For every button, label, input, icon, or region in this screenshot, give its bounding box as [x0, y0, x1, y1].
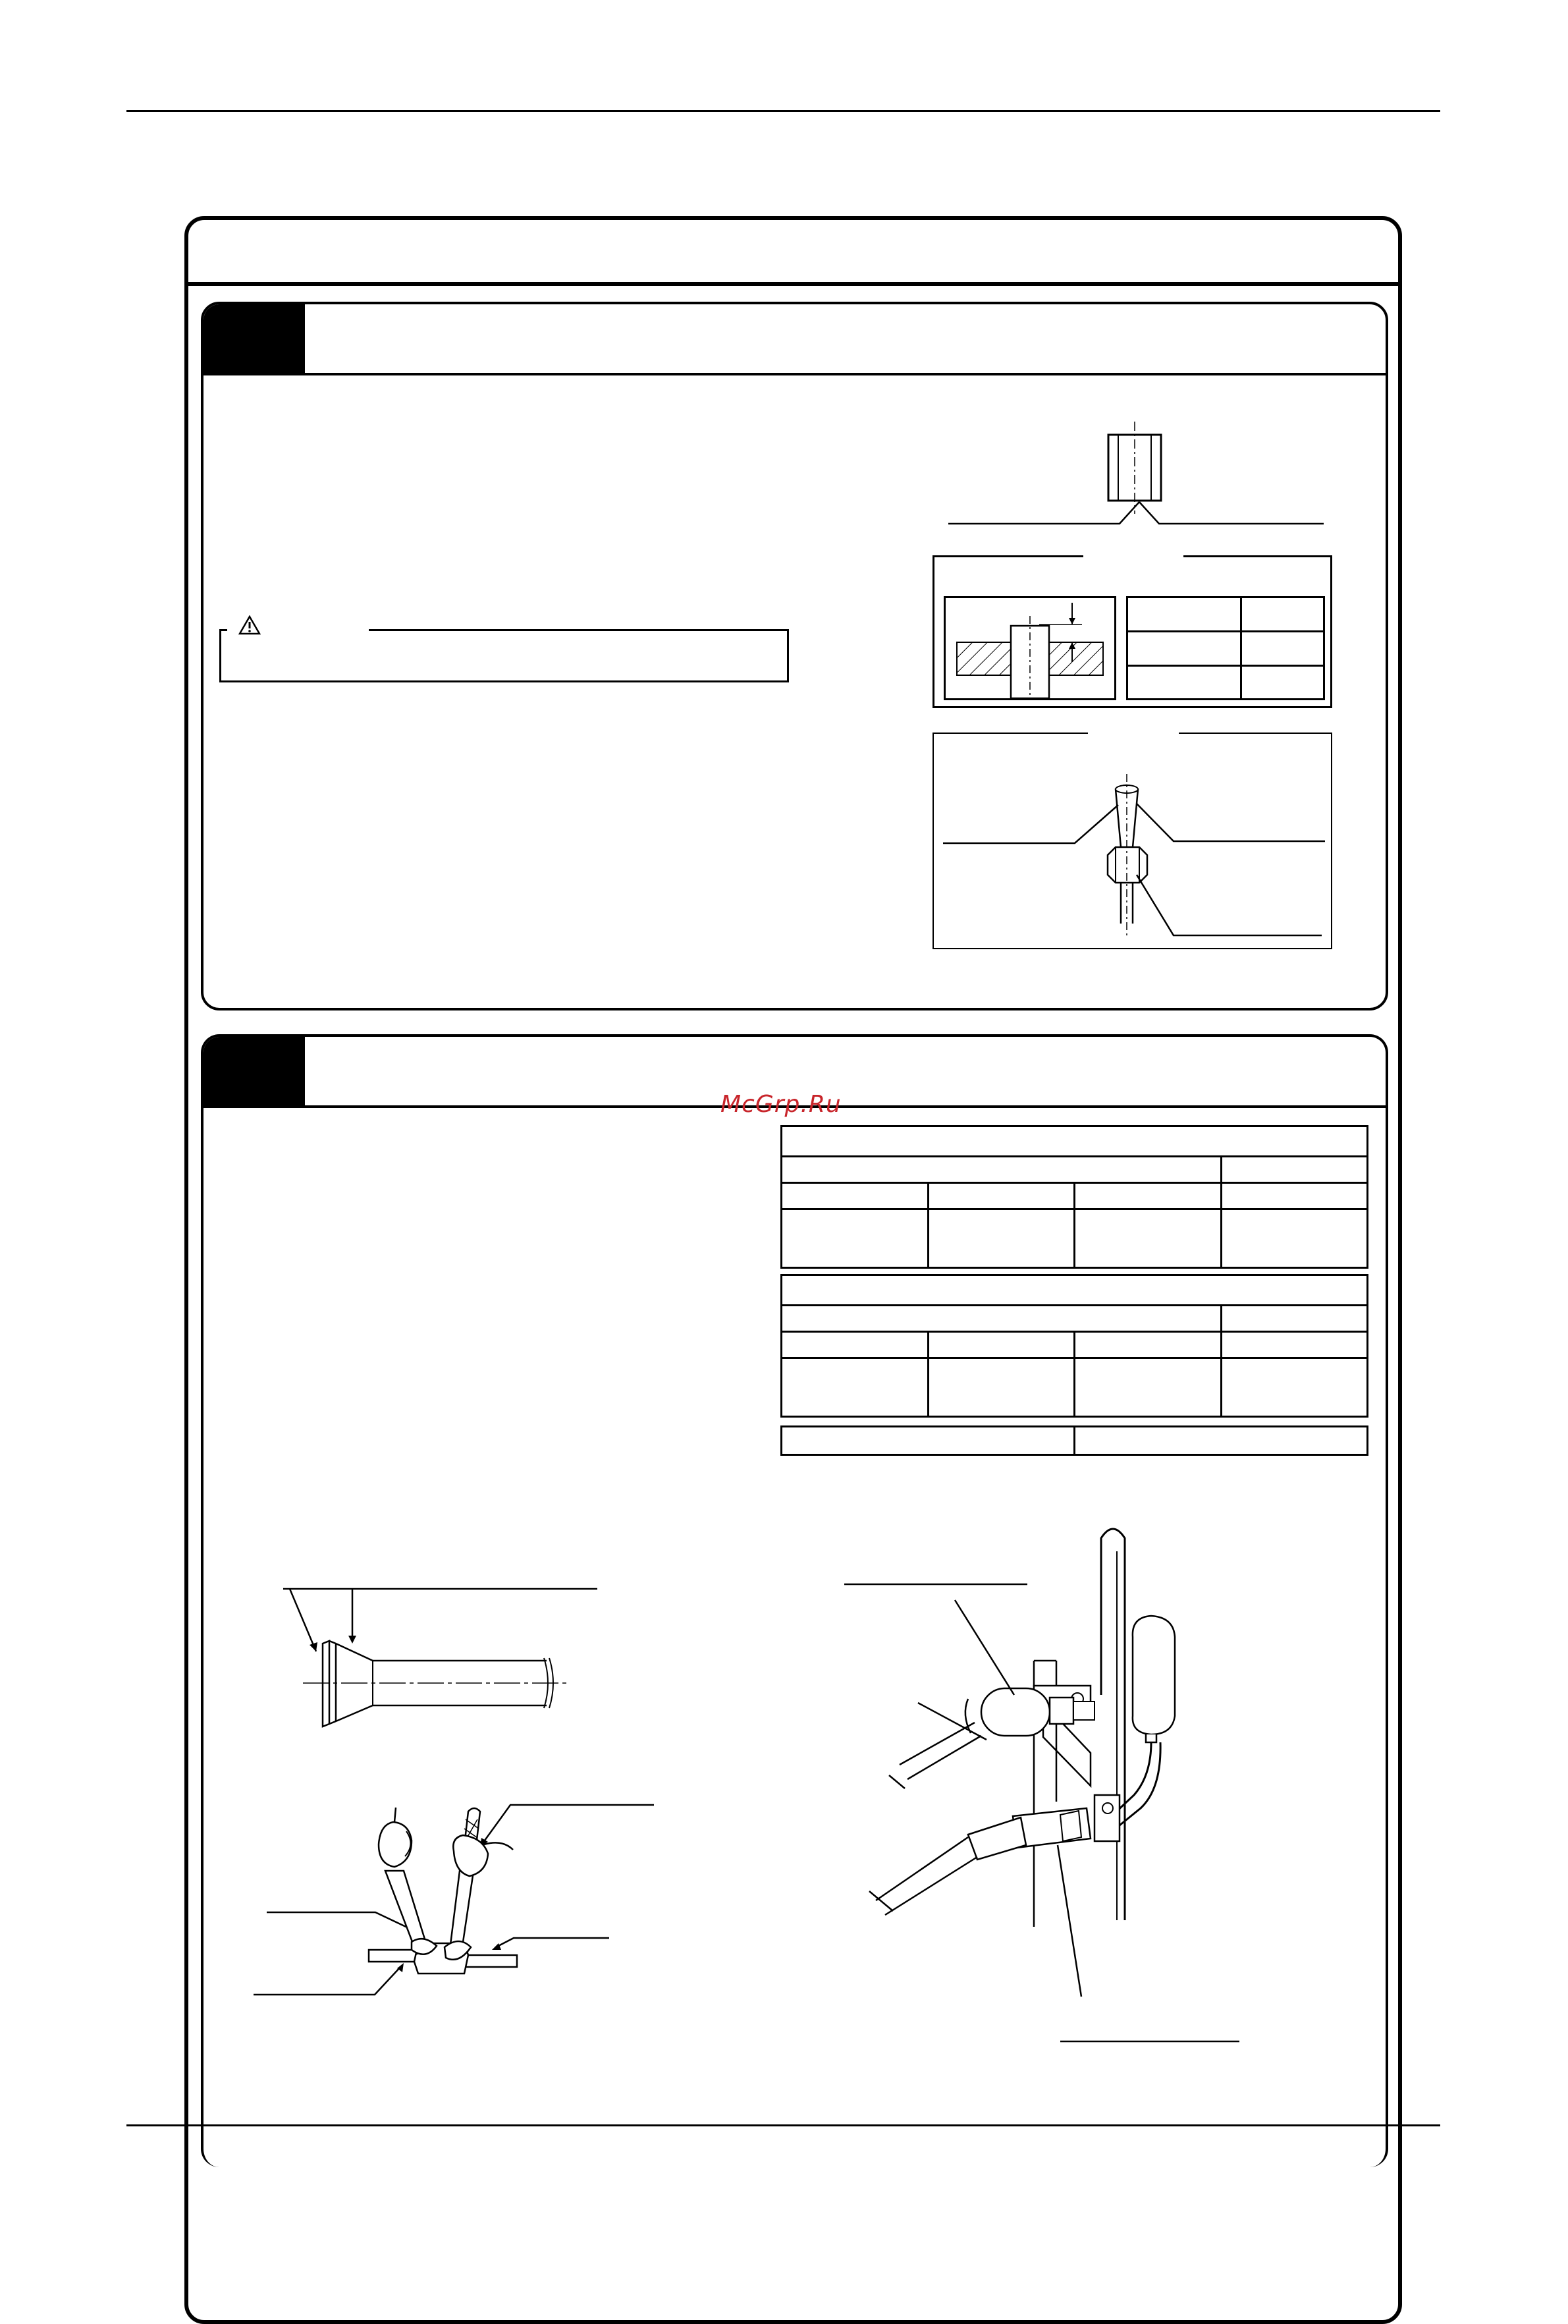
table-cell [1221, 1306, 1368, 1332]
section-1-header [203, 304, 1386, 375]
table-cell [782, 1358, 929, 1417]
table-cell [1221, 1157, 1368, 1183]
table-cell [1127, 666, 1241, 700]
table-cell [782, 1332, 929, 1358]
table-cell [1241, 597, 1324, 632]
table-cell [782, 1275, 1368, 1306]
table-cell [782, 1306, 1222, 1332]
valve-insulation-diagram [836, 1525, 1311, 2052]
table-cell [782, 1126, 1368, 1157]
section-1-number-tab [203, 304, 305, 374]
torque-table-3 [780, 1425, 1368, 1456]
table-cell [782, 1209, 929, 1268]
table-cell [1221, 1209, 1368, 1268]
table-cell [782, 1183, 929, 1209]
table-cell [928, 1183, 1075, 1209]
table-cell [1075, 1358, 1222, 1417]
table-cell [1127, 597, 1241, 632]
table-cell [1075, 1332, 1222, 1358]
two-wrench-tightening-diagram [254, 1798, 662, 1996]
warning-triangle-icon [238, 615, 261, 635]
flare-nut-diagram [935, 738, 1330, 945]
table-cell [928, 1209, 1075, 1268]
outer-frame-header-divider [184, 282, 1402, 286]
table-cell [1075, 1209, 1222, 1268]
table-cell [1221, 1183, 1368, 1209]
table-cell [1127, 632, 1241, 666]
flare-nut-figure-title-gap [1088, 729, 1179, 736]
table-cell [1241, 632, 1324, 666]
watermark: McGrp.Ru [720, 1091, 842, 1118]
torque-table-1 [780, 1125, 1368, 1269]
table-cell [1221, 1332, 1368, 1358]
table-cell [928, 1358, 1075, 1417]
table-cell [1221, 1358, 1368, 1417]
pipe-end-diagram [942, 422, 1337, 534]
torque-table-2 [780, 1274, 1368, 1418]
table-cell [782, 1427, 1075, 1455]
flare-gauge-cross-section [944, 596, 1116, 700]
caution-box [219, 629, 789, 682]
table-cell [782, 1157, 1222, 1183]
gauge-figure-title-gap [1083, 551, 1183, 560]
flare-dimension-table [1126, 596, 1325, 700]
flared-pipe-diagram [283, 1578, 599, 1736]
section-2-number-tab [203, 1037, 305, 1107]
table-cell [1075, 1427, 1368, 1455]
top-rule [126, 110, 1440, 112]
table-cell [1075, 1183, 1222, 1209]
table-cell [1241, 666, 1324, 700]
table-cell [928, 1332, 1075, 1358]
